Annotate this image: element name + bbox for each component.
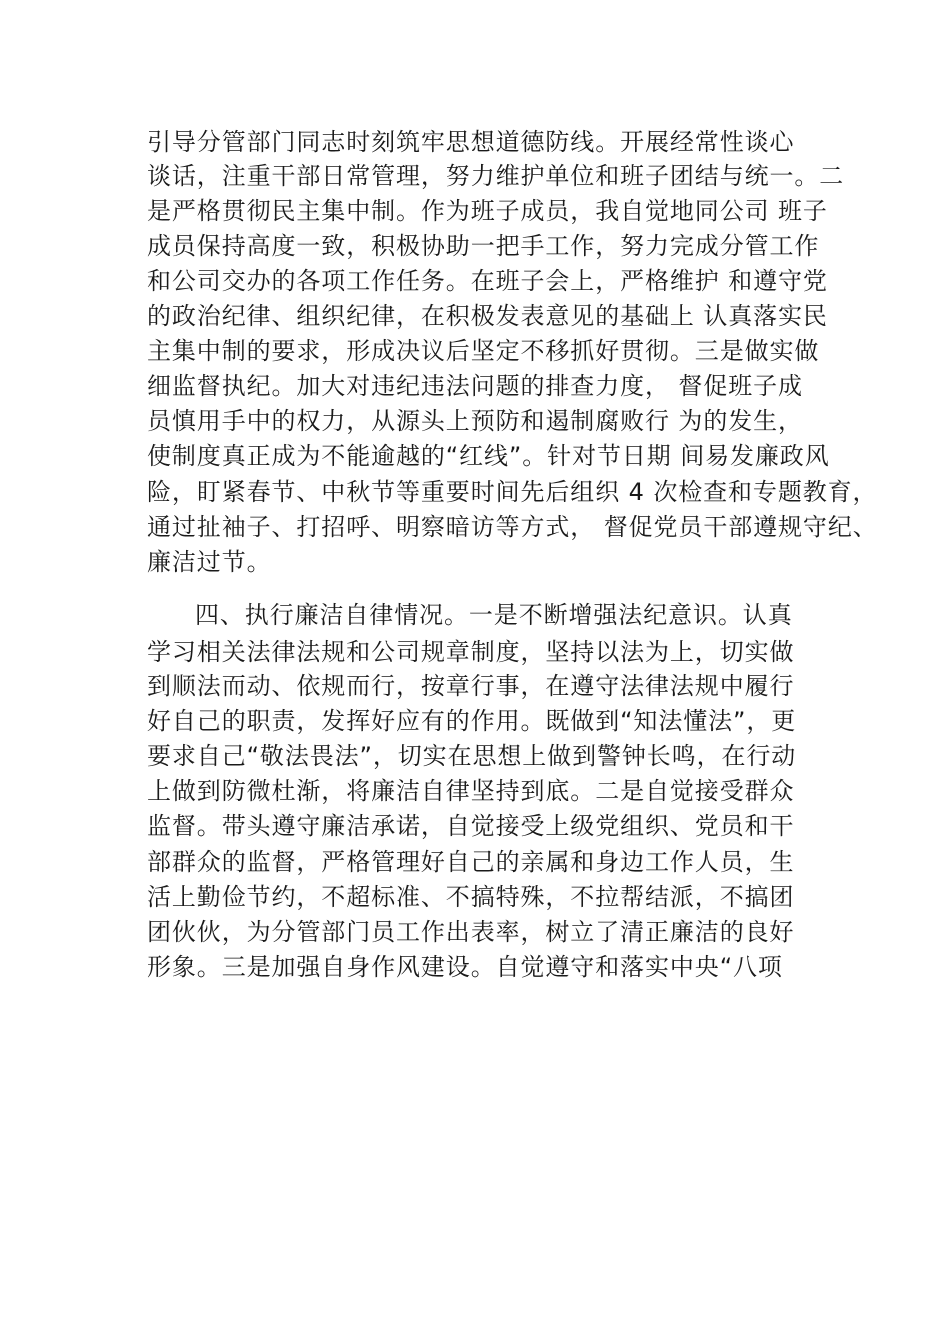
text-line: 监督。带头遵守廉洁承诺，自觉接受上级党组织、党员和干 [147, 812, 795, 840]
text-line: 到顺法而动、依规而行，按章行事，在遵守法律法规中履行 [147, 672, 795, 700]
text-line: 引导分管部门同志时刻筑牢思想道德防线。开展经常性谈心 [147, 128, 795, 156]
text-line: 和公司交办的各项工作任务。在班子会上，严格维护 和遵守党 [147, 267, 828, 295]
text-line: 成员保持高度一致，积极协助一把手工作，努力完成分管工作 [147, 232, 820, 260]
text-line: 活上勤俭节约，不超标准、不搞特殊，不拉帮结派，不搞团 [147, 883, 795, 911]
text-line: 谈话，注重干部日常管理，努力维护单位和班子团结与统一。二 [147, 162, 845, 190]
text-line: 廉洁过节。 [147, 548, 272, 576]
text-line: 上做到防微杜渐，将廉洁自律坚持到底。二是自觉接受群众 [147, 777, 795, 805]
text-line: 细监督执纪。加大对违纪违法问题的排查力度， 督促班子成 [147, 372, 803, 400]
text-line: 险，盯紧春节、中秋节等重要时间先后组织 4 次检查和专题教育， [147, 478, 878, 506]
text-line: 通过扯袖子、打招呼、明察暗访等方式， 督促党员干部遵规守纪、 [147, 513, 878, 541]
text-line: 员慎用手中的权力，从源头上预防和遏制腐败行 为的发生， [147, 407, 803, 435]
text-line: 好自己的职责，发挥好应有的作用。既做到“知法懂法”，更 [147, 707, 797, 735]
text-line: 使制度真正成为不能逾越的“红线”。针对节日期 间易发廉政风 [147, 442, 830, 470]
text-line: 部群众的监督，严格管理好自己的亲属和身边工作人员，生 [147, 848, 795, 876]
text-line: 是严格贯彻民主集中制。作为班子成员，我自觉地同公司 班子 [147, 197, 828, 225]
section-heading-line: 四、执行廉洁自律情况。一是不断增强法纪意识。认真 [195, 601, 793, 629]
text-line: 的政治纪律、组织纪律，在积极发表意见的基础上 认真落实民 [147, 302, 828, 330]
text-line: 团伙伙，为分管部门员工作出表率，树立了清正廉洁的良好 [147, 918, 795, 946]
text-line: 要求自己“敬法畏法”，切实在思想上做到警钟长鸣，在行动 [147, 742, 797, 770]
text-line: 形象。三是加强自身作风建设。自觉遵守和落实中央“八项 [147, 953, 783, 981]
text-line: 主集中制的要求，形成决议后坚定不移抓好贯彻。三是做实做 [147, 337, 820, 365]
text-line: 学习相关法律法规和公司规章制度，坚持以法为上，切实做 [147, 638, 795, 666]
